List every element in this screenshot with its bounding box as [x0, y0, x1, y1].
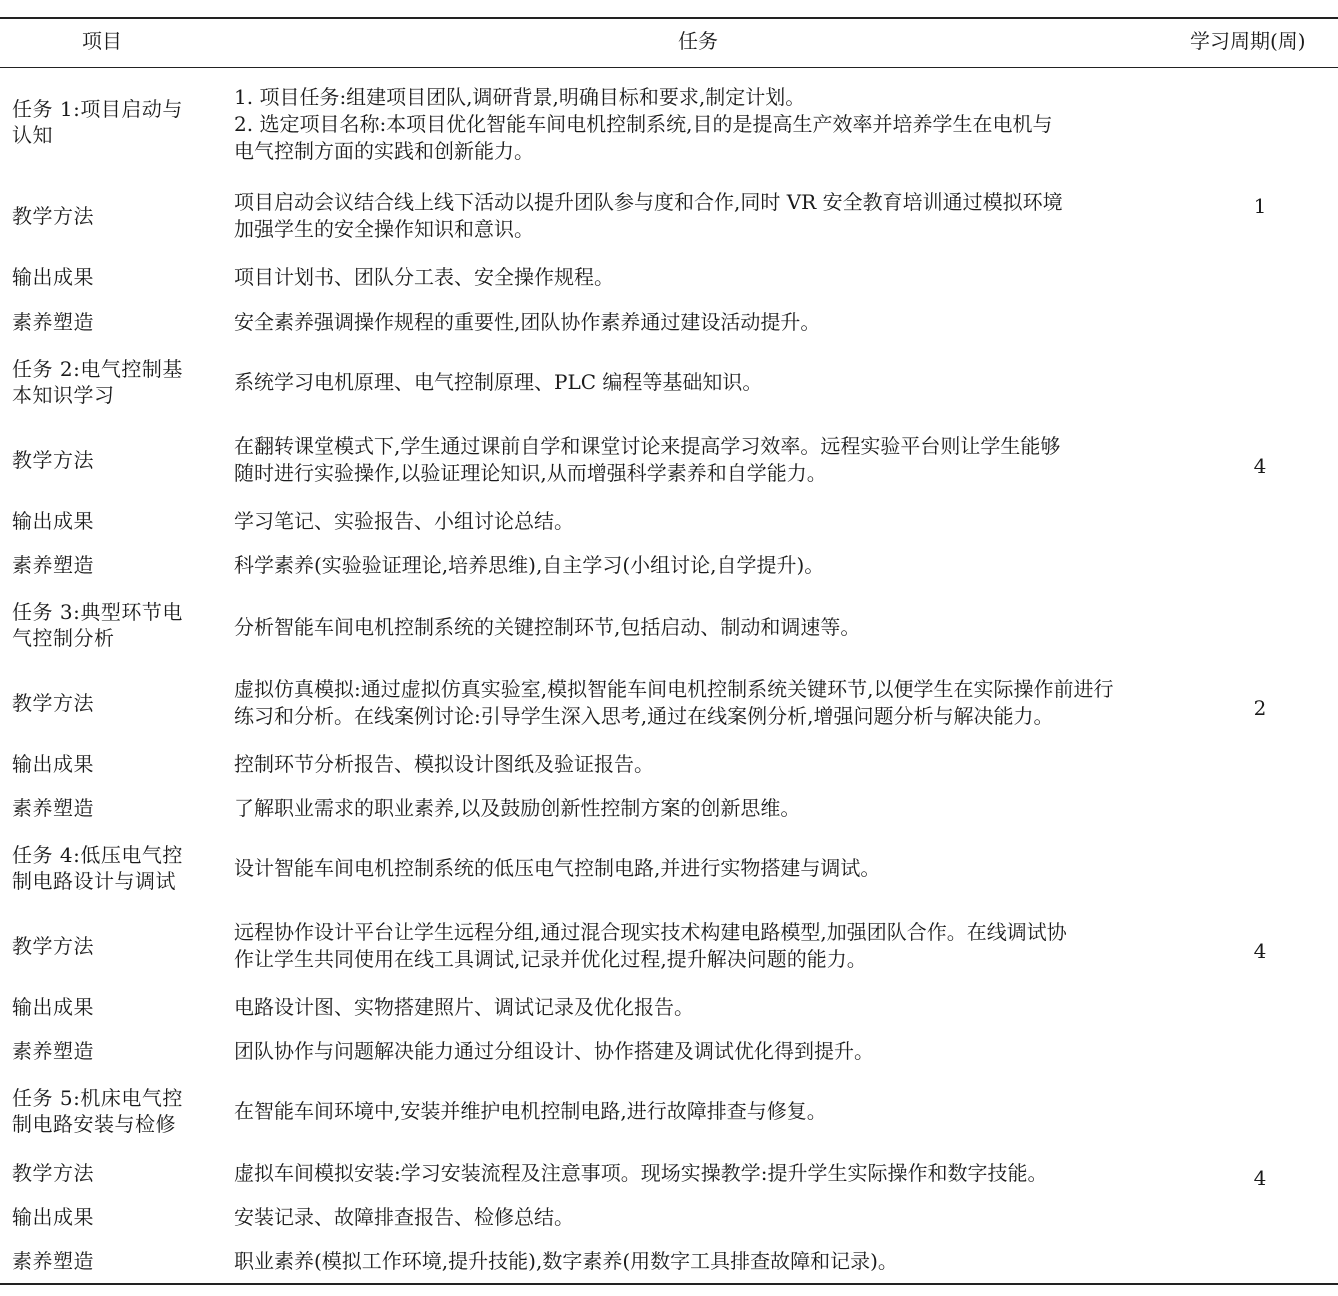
row-label — [12, 994, 212, 1020]
row-label-line: 输出成果 — [12, 509, 94, 533]
row-task-line: 控制环节分析报告、模拟设计图纸及验证报告。 — [234, 752, 654, 776]
row-label — [12, 690, 212, 716]
row-task-line: 职业素养(模拟工作环境,提升技能),数字素养(用数字工具排查故障和记录)。 — [234, 1249, 898, 1273]
row-task — [234, 751, 1179, 778]
row-task — [234, 614, 1179, 641]
row-task-line: 2. 选定项目名称:本项目优化智能车间电机控制系统,目的是提高生产效率并培养学生在电机与 — [234, 112, 1053, 136]
row-label — [12, 599, 212, 651]
row-task-line: 虚拟仿真模拟:通过虚拟仿真实验室,模拟智能车间电机控制系统关键环节,以便学生在实际操作前进行 — [234, 677, 1114, 701]
row-label-line: 认知 — [12, 123, 53, 147]
row-task-line: 科学素养(实验验证理论,培养思维),自主学习(小组讨论,自学提升)。 — [234, 553, 825, 577]
row-label-line: 输出成果 — [12, 995, 94, 1019]
row-task — [234, 433, 1179, 487]
row-label-line: 任务 2:电气控制基 — [12, 357, 183, 381]
row-label-line: 素养塑造 — [12, 310, 94, 334]
row-task-line: 安全素养强调操作规程的重要性,团队协作素养通过建设活动提升。 — [234, 310, 821, 334]
row-task-line: 项目计划书、团队分工表、安全操作规程。 — [234, 265, 614, 289]
row-label-line: 教学方法 — [12, 204, 94, 228]
row-label-line: 任务 3:典型环节电 — [12, 600, 183, 624]
row-task-line: 随时进行实验操作,以验证理论知识,从而增强科学素养和自学能力。 — [234, 461, 827, 485]
row-label — [12, 795, 212, 821]
row-label — [12, 203, 212, 229]
row-task — [234, 994, 1179, 1021]
period-cell: 4 — [1253, 454, 1267, 478]
period-cell: 2 — [1253, 696, 1267, 720]
header-task: 任务 — [678, 29, 718, 53]
row-label — [12, 842, 212, 894]
row-task-line: 电气控制方面的实践和创新能力。 — [234, 139, 534, 163]
row-task — [234, 84, 1179, 165]
row-label — [12, 933, 212, 959]
row-task-line: 在智能车间环境中,安装并维护电机控制电路,进行故障排查与修复。 — [234, 1099, 827, 1123]
row-task — [234, 919, 1179, 973]
row-label-line: 制电路安装与检修 — [12, 1112, 176, 1136]
row-label — [12, 552, 212, 578]
row-task-line: 加强学生的安全操作知识和意识。 — [234, 217, 534, 241]
row-label — [12, 1204, 212, 1230]
row-label — [12, 1160, 212, 1186]
row-task-line: 学习笔记、实验报告、小组讨论总结。 — [234, 509, 574, 533]
row-label-line: 素养塑造 — [12, 553, 94, 577]
row-label-line: 任务 1:项目启动与 — [12, 97, 183, 121]
table-bottom-rule — [0, 1283, 1338, 1285]
row-task-line: 设计智能车间电机控制系统的低压电气控制电路,并进行实物搭建与调试。 — [234, 856, 881, 880]
row-label-line: 任务 4:低压电气控 — [12, 843, 183, 867]
period-cell: 1 — [1253, 194, 1267, 218]
header-project: 项目 — [82, 29, 122, 53]
row-label-line: 素养塑造 — [12, 796, 94, 820]
row-label — [12, 1248, 212, 1274]
row-label — [12, 356, 212, 408]
period-cell: 4 — [1253, 1166, 1267, 1190]
row-label-line: 教学方法 — [12, 1161, 94, 1185]
row-label-line: 教学方法 — [12, 448, 94, 472]
row-label-line: 输出成果 — [12, 1205, 94, 1229]
row-label-line: 输出成果 — [12, 265, 94, 289]
row-label — [12, 1038, 212, 1064]
row-label — [12, 1085, 212, 1137]
row-task — [234, 855, 1179, 882]
row-label-line: 素养塑造 — [12, 1039, 94, 1063]
row-task-line: 分析智能车间电机控制系统的关键控制环节,包括启动、制动和调速等。 — [234, 615, 861, 639]
table-top-rule — [0, 17, 1338, 19]
row-label-line: 教学方法 — [12, 691, 94, 715]
row-task — [234, 369, 1179, 396]
row-label — [12, 309, 212, 335]
row-task-line: 安装记录、故障排查报告、检修总结。 — [234, 1205, 574, 1229]
row-label-line: 制电路设计与调试 — [12, 869, 176, 893]
row-task-line: 远程协作设计平台让学生远程分组,通过混合现实技术构建电路模型,加强团队合作。在线调试协 — [234, 920, 1067, 944]
header-rule — [0, 67, 1338, 68]
row-task-line: 1. 项目任务:组建项目团队,调研背景,明确目标和要求,制定计划。 — [234, 85, 806, 109]
row-task-line: 在翻转课堂模式下,学生通过课前自学和课堂讨论来提高学习效率。远程实验平台则让学生能够 — [234, 434, 1061, 458]
row-task — [234, 1204, 1179, 1231]
row-task — [234, 508, 1179, 535]
row-task — [234, 189, 1179, 243]
row-task-line: 虚拟车间模拟安装:学习安装流程及注意事项。现场实操教学:提升学生实际操作和数字技能。 — [234, 1161, 1048, 1185]
row-task — [234, 1248, 1179, 1275]
row-task — [234, 1098, 1179, 1125]
row-label — [12, 508, 212, 534]
row-task — [234, 1160, 1179, 1187]
row-task-line: 电路设计图、实物搭建照片、调试记录及优化报告。 — [234, 995, 694, 1019]
row-task-line: 项目启动会议结合线上线下活动以提升团队参与度和合作,同时 VR 安全教育培训通过模拟环境 — [234, 190, 1063, 214]
row-label — [12, 96, 212, 148]
row-label — [12, 447, 212, 473]
row-task-line: 团队协作与问题解决能力通过分组设计、协作搭建及调试优化得到提升。 — [234, 1039, 874, 1063]
row-task — [234, 552, 1179, 579]
row-task — [234, 1038, 1179, 1065]
row-label-line: 教学方法 — [12, 934, 94, 958]
row-task-line: 练习和分析。在线案例讨论:引导学生深入思考,通过在线案例分析,增强问题分析与解决能力。 — [234, 704, 1054, 728]
row-label-line: 输出成果 — [12, 752, 94, 776]
row-task — [234, 676, 1179, 730]
period-cell: 4 — [1253, 939, 1267, 963]
row-label-line: 气控制分析 — [12, 626, 115, 650]
row-label-line: 素养塑造 — [12, 1249, 94, 1273]
row-task-line: 作让学生共同使用在线工具调试,记录并优化过程,提升解决问题的能力。 — [234, 947, 867, 971]
row-label-line: 任务 5:机床电气控 — [12, 1086, 183, 1110]
row-label — [12, 751, 212, 777]
row-task-line: 系统学习电机原理、电气控制原理、PLC 编程等基础知识。 — [234, 370, 763, 394]
row-task — [234, 264, 1179, 291]
row-label — [12, 264, 212, 290]
row-task — [234, 795, 1179, 822]
row-label-line: 本知识学习 — [12, 383, 115, 407]
row-task — [234, 309, 1179, 336]
row-task-line: 了解职业需求的职业素养,以及鼓励创新性控制方案的创新思维。 — [234, 796, 801, 820]
header-period: 学习周期(周) — [1190, 29, 1306, 53]
